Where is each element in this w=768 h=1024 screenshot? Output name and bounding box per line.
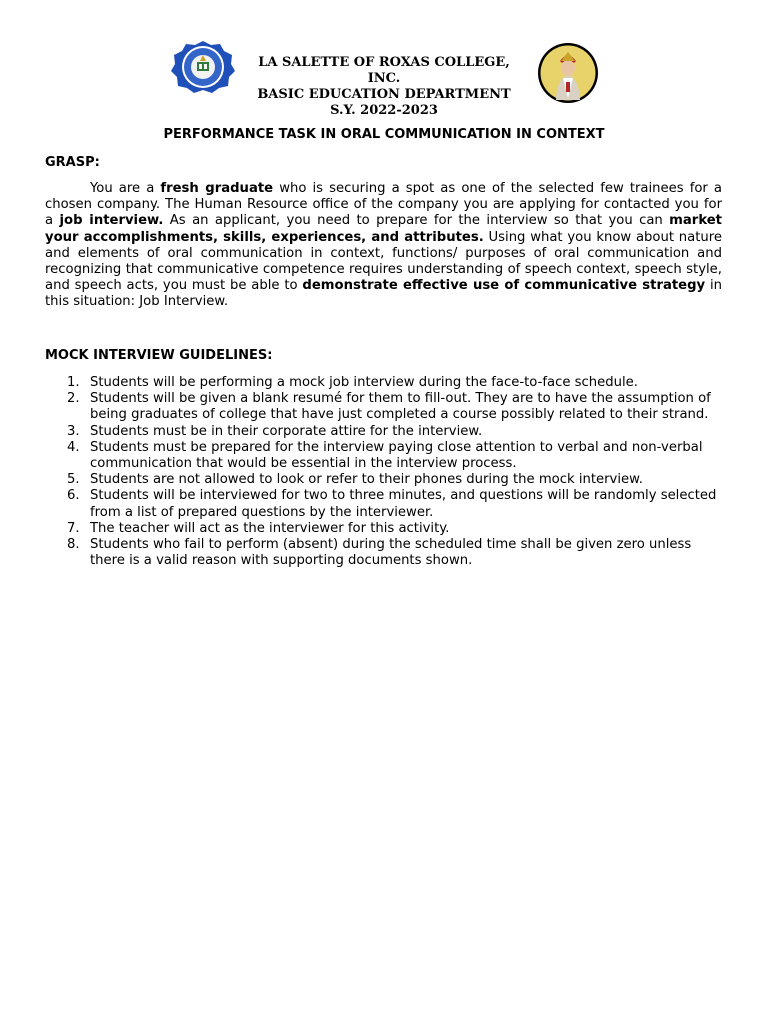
school-info bbox=[240, 55, 528, 119]
guideline-number: 8. bbox=[67, 537, 80, 553]
grasp-emphasis: market your accomplishments, skills, experiences, and attributes. bbox=[45, 213, 722, 245]
guideline-text: Students must be prepared for the interview paying close attention to verbal and non-verbal communication that would be essential in the interview process. bbox=[90, 439, 703, 472]
grasp-emphasis: job interview. bbox=[59, 213, 164, 229]
grasp-emphasis: fresh graduate bbox=[160, 181, 274, 196]
guideline-text: Students will be interviewed for two to three minutes, and questions will be randomly selected from a list of prepared questions by the interviewer. bbox=[90, 488, 717, 520]
grasp-paragraph bbox=[45, 181, 722, 311]
grasp-label: GRASP: bbox=[45, 155, 100, 170]
grasp-segment: As an applicant, you need to prepare for the interview so that you can bbox=[163, 213, 670, 229]
grasp-segment: You are a bbox=[90, 181, 161, 196]
school-name: LA SALETTE OF ROXAS COLLEGE, INC. bbox=[258, 55, 510, 86]
grasp-segment: in this situation: Job Interview. bbox=[45, 278, 722, 310]
guideline-text: The teacher will act as the interviewer for this activity. bbox=[90, 520, 450, 536]
guideline-text: Students must be in their corporate attire for the interview. bbox=[90, 423, 483, 439]
guideline-number: 6. bbox=[67, 488, 80, 504]
mock-interview-label: MOCK INTERVIEW GUIDELINES: bbox=[45, 348, 273, 363]
guideline-item bbox=[45, 537, 722, 569]
department-name: BASIC EDUCATION DEPARTMENT bbox=[257, 87, 511, 102]
guideline-text: Students are not allowed to look or refer to their phones during the mock interview. bbox=[90, 472, 643, 488]
guideline-number: 4. bbox=[67, 439, 80, 455]
grasp-segment: Using what you know about nature and elements of oral communication in context, functions/ purposes of oral communication and recognizing that communicative competence requires understanding of speech context, speech style, and speech acts, you must be able to bbox=[45, 229, 723, 294]
guideline-item bbox=[45, 440, 722, 472]
saint-portrait-logo bbox=[536, 42, 600, 104]
guideline-number: 1. bbox=[67, 375, 80, 390]
guideline-number: 2. bbox=[67, 391, 80, 407]
guideline-number: 3. bbox=[67, 423, 80, 439]
document-header bbox=[0, 38, 768, 118]
guideline-item bbox=[45, 472, 722, 488]
grasp-text bbox=[45, 181, 722, 309]
guideline-number: 5. bbox=[67, 472, 80, 488]
guideline-text: Students who fail to perform (absent) during the scheduled time shall be given zero unless there is a valid reason with supporting documents shown. bbox=[90, 537, 692, 569]
school-year: S.Y. 2022-2023 bbox=[330, 103, 438, 118]
task-title: PERFORMANCE TASK IN ORAL COMMUNICATION IN CONTEXT bbox=[163, 127, 605, 142]
guideline-item bbox=[45, 375, 722, 391]
guideline-item bbox=[45, 424, 722, 440]
guideline-text: Students will be performing a mock job interview during the face-to-face schedule. bbox=[90, 375, 638, 390]
grasp-emphasis: demonstrate effective use of communicative strategy bbox=[302, 278, 706, 294]
school-seal-logo bbox=[170, 40, 236, 94]
grasp-segment: who is securing a spot as one of the selected few trainees for a chosen company. The Human Resource office of the company you are applying for contacted you for a bbox=[45, 181, 722, 229]
guideline-item bbox=[45, 391, 722, 423]
guideline-item bbox=[45, 488, 722, 520]
guideline-number: 7. bbox=[67, 520, 80, 536]
guideline-item bbox=[45, 521, 722, 537]
guideline-text: Students will be given a blank resumé for them to fill-out. They are to have the assumption of being graduates of college that have just completed a course possibly related to their strand. bbox=[90, 391, 711, 423]
guidelines-list bbox=[45, 375, 722, 569]
